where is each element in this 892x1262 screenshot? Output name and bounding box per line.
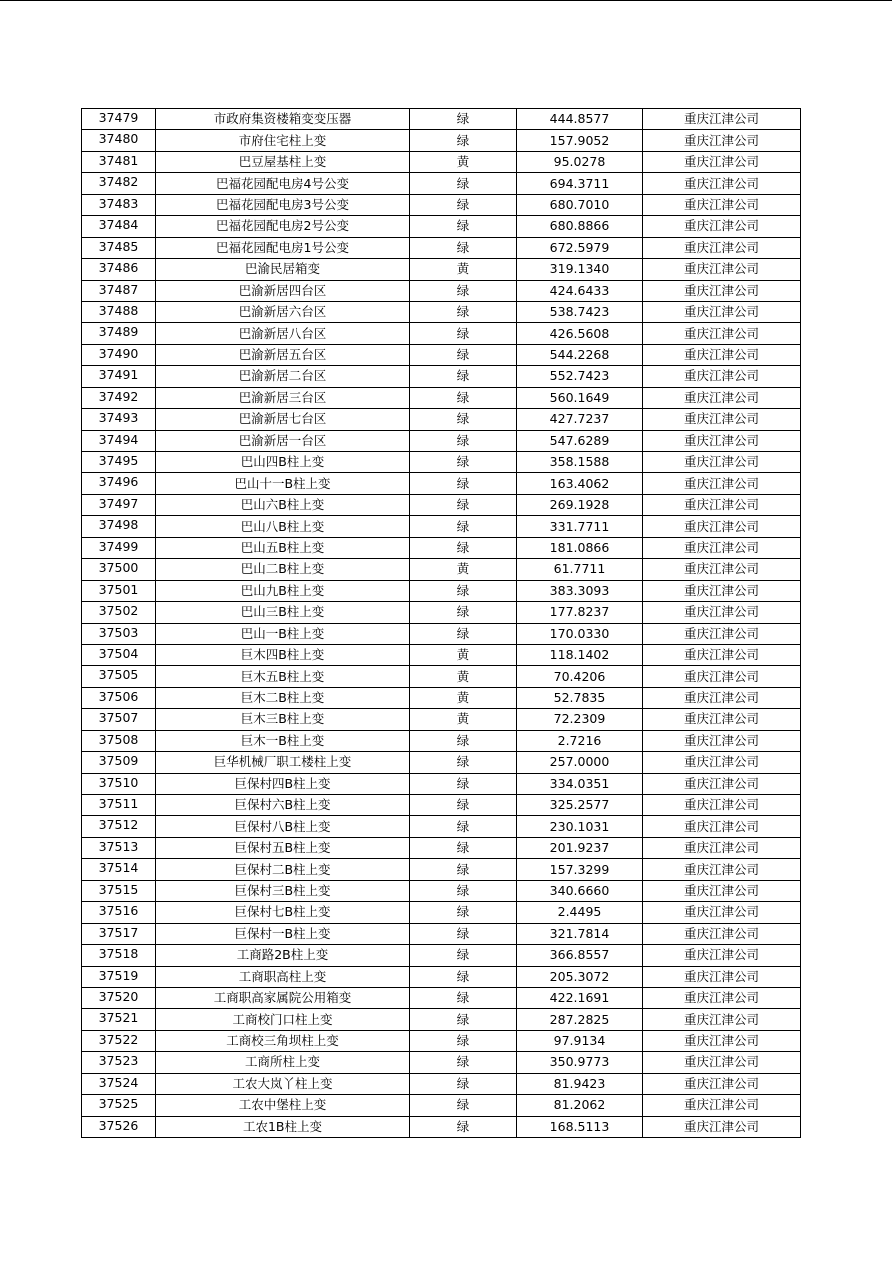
cell-color-code: 绿 xyxy=(410,216,517,237)
table-row xyxy=(82,409,801,430)
cell-id: 37512 xyxy=(82,816,156,837)
cell-name: 巴山三B柱上变 xyxy=(156,602,410,623)
cell-name: 工商校三角坝柱上变 xyxy=(156,1030,410,1051)
cell-company: 重庆江津公司 xyxy=(643,987,801,1008)
cell-id: 37480 xyxy=(82,130,156,151)
table-row xyxy=(82,730,801,751)
transformer-table xyxy=(81,108,801,1138)
cell-company: 重庆江津公司 xyxy=(643,1095,801,1116)
cell-company: 重庆江津公司 xyxy=(643,173,801,194)
cell-company: 重庆江津公司 xyxy=(643,559,801,580)
table-row xyxy=(82,173,801,194)
cell-color-code: 绿 xyxy=(410,602,517,623)
cell-name: 巨保村一B柱上变 xyxy=(156,923,410,944)
cell-value: 334.0351 xyxy=(517,773,643,794)
cell-value: 552.7423 xyxy=(517,366,643,387)
cell-name: 巨木四B柱上变 xyxy=(156,644,410,665)
cell-name: 巴山二B柱上变 xyxy=(156,559,410,580)
table-row xyxy=(82,323,801,344)
cell-name: 工商路2B柱上变 xyxy=(156,945,410,966)
table-row xyxy=(82,945,801,966)
cell-company: 重庆江津公司 xyxy=(643,816,801,837)
cell-name: 市政府集资楼箱变变压器 xyxy=(156,109,410,130)
cell-value: 427.7237 xyxy=(517,409,643,430)
cell-id: 37523 xyxy=(82,1052,156,1073)
table-row xyxy=(82,237,801,258)
table-row xyxy=(82,344,801,365)
cell-name: 巴福花园配电房3号公变 xyxy=(156,194,410,215)
cell-id: 37500 xyxy=(82,559,156,580)
cell-id: 37494 xyxy=(82,430,156,451)
cell-name: 巨华机械厂职工楼柱上变 xyxy=(156,752,410,773)
cell-id: 37522 xyxy=(82,1030,156,1051)
cell-color-code: 绿 xyxy=(410,301,517,322)
table-row xyxy=(82,387,801,408)
cell-name: 巴山八B柱上变 xyxy=(156,516,410,537)
cell-name: 巴山六B柱上变 xyxy=(156,494,410,515)
cell-id: 37484 xyxy=(82,216,156,237)
cell-name: 巴渝新居四台区 xyxy=(156,280,410,301)
cell-value: 170.0330 xyxy=(517,623,643,644)
cell-name: 工农中堡柱上变 xyxy=(156,1095,410,1116)
cell-id: 37508 xyxy=(82,730,156,751)
cell-value: 181.0866 xyxy=(517,537,643,558)
cell-color-code: 绿 xyxy=(410,795,517,816)
cell-color-code: 绿 xyxy=(410,923,517,944)
cell-name: 巴渝新居八台区 xyxy=(156,323,410,344)
cell-id: 37487 xyxy=(82,280,156,301)
cell-value: 2.7216 xyxy=(517,730,643,751)
table-row xyxy=(82,859,801,880)
table-row xyxy=(82,1052,801,1073)
cell-name: 工农大岚丫柱上变 xyxy=(156,1073,410,1094)
cell-color-code: 黄 xyxy=(410,666,517,687)
cell-name: 巨保村六B柱上变 xyxy=(156,795,410,816)
cell-name: 巴渝新居五台区 xyxy=(156,344,410,365)
table-row xyxy=(82,623,801,644)
table-row xyxy=(82,987,801,1008)
cell-value: 72.2309 xyxy=(517,709,643,730)
cell-value: 70.4206 xyxy=(517,666,643,687)
cell-value: 163.4062 xyxy=(517,473,643,494)
cell-id: 37517 xyxy=(82,923,156,944)
cell-id: 37491 xyxy=(82,366,156,387)
cell-color-code: 绿 xyxy=(410,1095,517,1116)
cell-company: 重庆江津公司 xyxy=(643,1030,801,1051)
cell-name: 巴渝新居一台区 xyxy=(156,430,410,451)
cell-color-code: 绿 xyxy=(410,109,517,130)
cell-value: 97.9134 xyxy=(517,1030,643,1051)
cell-id: 37479 xyxy=(82,109,156,130)
table-body xyxy=(82,109,801,1138)
cell-company: 重庆江津公司 xyxy=(643,1009,801,1030)
cell-name: 巴福花园配电房4号公变 xyxy=(156,173,410,194)
cell-name: 工商职高柱上变 xyxy=(156,966,410,987)
cell-color-code: 绿 xyxy=(410,1116,517,1137)
cell-company: 重庆江津公司 xyxy=(643,473,801,494)
cell-value: 52.7835 xyxy=(517,687,643,708)
cell-value: 444.8577 xyxy=(517,109,643,130)
cell-name: 工商职高家属院公用箱变 xyxy=(156,987,410,1008)
cell-company: 重庆江津公司 xyxy=(643,237,801,258)
cell-id: 37481 xyxy=(82,151,156,172)
cell-name: 工农1B柱上变 xyxy=(156,1116,410,1137)
cell-id: 37501 xyxy=(82,580,156,601)
cell-name: 巨保村四B柱上变 xyxy=(156,773,410,794)
table-row xyxy=(82,687,801,708)
cell-color-code: 绿 xyxy=(410,452,517,473)
table-row xyxy=(82,366,801,387)
cell-value: 2.4495 xyxy=(517,902,643,923)
cell-name: 巴山一B柱上变 xyxy=(156,623,410,644)
cell-color-code: 绿 xyxy=(410,1030,517,1051)
cell-color-code: 绿 xyxy=(410,537,517,558)
table-row xyxy=(82,280,801,301)
cell-color-code: 绿 xyxy=(410,902,517,923)
cell-color-code: 黄 xyxy=(410,709,517,730)
cell-name: 巨保村七B柱上变 xyxy=(156,902,410,923)
cell-value: 177.8237 xyxy=(517,602,643,623)
cell-company: 重庆江津公司 xyxy=(643,130,801,151)
cell-id: 37496 xyxy=(82,473,156,494)
cell-company: 重庆江津公司 xyxy=(643,880,801,901)
cell-color-code: 绿 xyxy=(410,173,517,194)
cell-company: 重庆江津公司 xyxy=(643,966,801,987)
cell-company: 重庆江津公司 xyxy=(643,602,801,623)
cell-value: 157.9052 xyxy=(517,130,643,151)
cell-company: 重庆江津公司 xyxy=(643,795,801,816)
cell-company: 重庆江津公司 xyxy=(643,1052,801,1073)
cell-company: 重庆江津公司 xyxy=(643,537,801,558)
table-row xyxy=(82,473,801,494)
cell-color-code: 绿 xyxy=(410,1073,517,1094)
cell-color-code: 绿 xyxy=(410,409,517,430)
table-row xyxy=(82,1073,801,1094)
table-row xyxy=(82,559,801,580)
cell-color-code: 绿 xyxy=(410,280,517,301)
cell-color-code: 绿 xyxy=(410,494,517,515)
table-row xyxy=(82,494,801,515)
cell-name: 巨木一B柱上变 xyxy=(156,730,410,751)
cell-color-code: 绿 xyxy=(410,1009,517,1030)
cell-id: 37504 xyxy=(82,644,156,665)
cell-name: 巴豆屋基柱上变 xyxy=(156,151,410,172)
cell-id: 37521 xyxy=(82,1009,156,1030)
cell-color-code: 绿 xyxy=(410,966,517,987)
cell-id: 37497 xyxy=(82,494,156,515)
cell-id: 37524 xyxy=(82,1073,156,1094)
cell-id: 37486 xyxy=(82,259,156,280)
cell-value: 544.2268 xyxy=(517,344,643,365)
table-row xyxy=(82,580,801,601)
cell-id: 37498 xyxy=(82,516,156,537)
table-row xyxy=(82,644,801,665)
cell-value: 81.2062 xyxy=(517,1095,643,1116)
cell-id: 37485 xyxy=(82,237,156,258)
table-row xyxy=(82,516,801,537)
cell-company: 重庆江津公司 xyxy=(643,752,801,773)
table-row xyxy=(82,966,801,987)
cell-company: 重庆江津公司 xyxy=(643,366,801,387)
cell-id: 37503 xyxy=(82,623,156,644)
cell-company: 重庆江津公司 xyxy=(643,280,801,301)
cell-id: 37482 xyxy=(82,173,156,194)
cell-color-code: 黄 xyxy=(410,644,517,665)
cell-value: 287.2825 xyxy=(517,1009,643,1030)
cell-value: 672.5979 xyxy=(517,237,643,258)
table-row xyxy=(82,1030,801,1051)
cell-name: 巴渝民居箱变 xyxy=(156,259,410,280)
cell-company: 重庆江津公司 xyxy=(643,194,801,215)
cell-value: 694.3711 xyxy=(517,173,643,194)
cell-id: 37488 xyxy=(82,301,156,322)
cell-value: 680.7010 xyxy=(517,194,643,215)
page-top-border xyxy=(0,0,892,1)
cell-id: 37492 xyxy=(82,387,156,408)
cell-color-code: 绿 xyxy=(410,237,517,258)
cell-color-code: 绿 xyxy=(410,387,517,408)
cell-id: 37514 xyxy=(82,859,156,880)
cell-name: 巨木二B柱上变 xyxy=(156,687,410,708)
cell-value: 81.9423 xyxy=(517,1073,643,1094)
cell-value: 205.3072 xyxy=(517,966,643,987)
table-row xyxy=(82,666,801,687)
cell-value: 383.3093 xyxy=(517,580,643,601)
cell-name: 巴山十一B柱上变 xyxy=(156,473,410,494)
cell-name: 巨保村五B柱上变 xyxy=(156,837,410,858)
cell-name: 工商所柱上变 xyxy=(156,1052,410,1073)
table-row xyxy=(82,130,801,151)
table-row xyxy=(82,216,801,237)
cell-value: 331.7711 xyxy=(517,516,643,537)
cell-company: 重庆江津公司 xyxy=(643,773,801,794)
cell-name: 巨木三B柱上变 xyxy=(156,709,410,730)
cell-color-code: 绿 xyxy=(410,366,517,387)
cell-id: 37510 xyxy=(82,773,156,794)
cell-id: 37513 xyxy=(82,837,156,858)
cell-color-code: 绿 xyxy=(410,323,517,344)
cell-value: 321.7814 xyxy=(517,923,643,944)
cell-color-code: 黄 xyxy=(410,259,517,280)
cell-company: 重庆江津公司 xyxy=(643,216,801,237)
cell-company: 重庆江津公司 xyxy=(643,923,801,944)
table-row xyxy=(82,194,801,215)
cell-id: 37509 xyxy=(82,752,156,773)
table-row xyxy=(82,109,801,130)
cell-company: 重庆江津公司 xyxy=(643,1116,801,1137)
cell-company: 重庆江津公司 xyxy=(643,323,801,344)
table-row xyxy=(82,880,801,901)
cell-id: 37495 xyxy=(82,452,156,473)
table-row xyxy=(82,923,801,944)
cell-color-code: 绿 xyxy=(410,344,517,365)
cell-company: 重庆江津公司 xyxy=(643,259,801,280)
cell-name: 巴山九B柱上变 xyxy=(156,580,410,601)
cell-name: 巴渝新居七台区 xyxy=(156,409,410,430)
cell-value: 422.1691 xyxy=(517,987,643,1008)
table-row xyxy=(82,816,801,837)
cell-color-code: 绿 xyxy=(410,194,517,215)
cell-id: 37516 xyxy=(82,902,156,923)
cell-id: 37525 xyxy=(82,1095,156,1116)
cell-id: 37506 xyxy=(82,687,156,708)
table-row xyxy=(82,452,801,473)
cell-company: 重庆江津公司 xyxy=(643,644,801,665)
cell-company: 重庆江津公司 xyxy=(643,409,801,430)
cell-value: 201.9237 xyxy=(517,837,643,858)
cell-name: 巨保村三B柱上变 xyxy=(156,880,410,901)
cell-color-code: 绿 xyxy=(410,752,517,773)
cell-id: 37499 xyxy=(82,537,156,558)
cell-color-code: 绿 xyxy=(410,623,517,644)
cell-value: 680.8866 xyxy=(517,216,643,237)
cell-value: 424.6433 xyxy=(517,280,643,301)
cell-company: 重庆江津公司 xyxy=(643,494,801,515)
cell-color-code: 绿 xyxy=(410,516,517,537)
cell-company: 重庆江津公司 xyxy=(643,666,801,687)
table-row xyxy=(82,795,801,816)
cell-value: 118.1402 xyxy=(517,644,643,665)
cell-value: 538.7423 xyxy=(517,301,643,322)
cell-id: 37526 xyxy=(82,1116,156,1137)
cell-color-code: 黄 xyxy=(410,151,517,172)
cell-id: 37507 xyxy=(82,709,156,730)
cell-color-code: 绿 xyxy=(410,580,517,601)
cell-id: 37515 xyxy=(82,880,156,901)
cell-company: 重庆江津公司 xyxy=(643,109,801,130)
cell-id: 37520 xyxy=(82,987,156,1008)
cell-value: 230.1031 xyxy=(517,816,643,837)
cell-company: 重庆江津公司 xyxy=(643,623,801,644)
cell-name: 巴山四B柱上变 xyxy=(156,452,410,473)
table-row xyxy=(82,1095,801,1116)
cell-value: 358.1588 xyxy=(517,452,643,473)
table-row xyxy=(82,301,801,322)
cell-id: 37490 xyxy=(82,344,156,365)
cell-company: 重庆江津公司 xyxy=(643,344,801,365)
cell-name: 巴渝新居二台区 xyxy=(156,366,410,387)
table-row xyxy=(82,837,801,858)
cell-name: 工商校门口柱上变 xyxy=(156,1009,410,1030)
cell-color-code: 黄 xyxy=(410,559,517,580)
cell-color-code: 绿 xyxy=(410,130,517,151)
cell-value: 560.1649 xyxy=(517,387,643,408)
cell-value: 257.0000 xyxy=(517,752,643,773)
cell-color-code: 绿 xyxy=(410,473,517,494)
cell-value: 269.1928 xyxy=(517,494,643,515)
cell-id: 37483 xyxy=(82,194,156,215)
cell-id: 37505 xyxy=(82,666,156,687)
cell-color-code: 绿 xyxy=(410,1052,517,1073)
cell-company: 重庆江津公司 xyxy=(643,452,801,473)
cell-value: 350.9773 xyxy=(517,1052,643,1073)
cell-value: 95.0278 xyxy=(517,151,643,172)
cell-id: 37502 xyxy=(82,602,156,623)
cell-company: 重庆江津公司 xyxy=(643,387,801,408)
cell-id: 37518 xyxy=(82,945,156,966)
cell-company: 重庆江津公司 xyxy=(643,730,801,751)
cell-value: 168.5113 xyxy=(517,1116,643,1137)
cell-color-code: 绿 xyxy=(410,837,517,858)
table-row xyxy=(82,709,801,730)
table-row xyxy=(82,1116,801,1137)
cell-color-code: 黄 xyxy=(410,687,517,708)
cell-company: 重庆江津公司 xyxy=(643,301,801,322)
cell-company: 重庆江津公司 xyxy=(643,151,801,172)
cell-company: 重庆江津公司 xyxy=(643,1073,801,1094)
cell-company: 重庆江津公司 xyxy=(643,516,801,537)
cell-value: 340.6660 xyxy=(517,880,643,901)
table-row xyxy=(82,602,801,623)
cell-id: 37489 xyxy=(82,323,156,344)
table-row xyxy=(82,151,801,172)
cell-value: 325.2577 xyxy=(517,795,643,816)
cell-id: 37519 xyxy=(82,966,156,987)
cell-value: 157.3299 xyxy=(517,859,643,880)
cell-color-code: 绿 xyxy=(410,730,517,751)
cell-value: 366.8557 xyxy=(517,945,643,966)
cell-company: 重庆江津公司 xyxy=(643,837,801,858)
cell-name: 巨保村二B柱上变 xyxy=(156,859,410,880)
cell-company: 重庆江津公司 xyxy=(643,859,801,880)
cell-name: 巴山五B柱上变 xyxy=(156,537,410,558)
table-row xyxy=(82,537,801,558)
table-row xyxy=(82,902,801,923)
cell-value: 426.5608 xyxy=(517,323,643,344)
cell-company: 重庆江津公司 xyxy=(643,902,801,923)
cell-color-code: 绿 xyxy=(410,880,517,901)
cell-value: 547.6289 xyxy=(517,430,643,451)
cell-color-code: 绿 xyxy=(410,859,517,880)
cell-name: 巴福花园配电房2号公变 xyxy=(156,216,410,237)
cell-company: 重庆江津公司 xyxy=(643,945,801,966)
cell-name: 巨木五B柱上变 xyxy=(156,666,410,687)
table-row xyxy=(82,752,801,773)
cell-company: 重庆江津公司 xyxy=(643,430,801,451)
cell-value: 61.7711 xyxy=(517,559,643,580)
table-row xyxy=(82,430,801,451)
cell-name: 巴渝新居六台区 xyxy=(156,301,410,322)
cell-color-code: 绿 xyxy=(410,816,517,837)
cell-company: 重庆江津公司 xyxy=(643,687,801,708)
cell-color-code: 绿 xyxy=(410,430,517,451)
table-row xyxy=(82,1009,801,1030)
cell-color-code: 绿 xyxy=(410,987,517,1008)
cell-name: 市府住宅柱上变 xyxy=(156,130,410,151)
table-row xyxy=(82,773,801,794)
table-row xyxy=(82,259,801,280)
cell-color-code: 绿 xyxy=(410,945,517,966)
cell-color-code: 绿 xyxy=(410,773,517,794)
cell-name: 巴渝新居三台区 xyxy=(156,387,410,408)
cell-id: 37493 xyxy=(82,409,156,430)
cell-id: 37511 xyxy=(82,795,156,816)
cell-value: 319.1340 xyxy=(517,259,643,280)
cell-company: 重庆江津公司 xyxy=(643,709,801,730)
cell-name: 巨保村八B柱上变 xyxy=(156,816,410,837)
cell-name: 巴福花园配电房1号公变 xyxy=(156,237,410,258)
cell-company: 重庆江津公司 xyxy=(643,580,801,601)
